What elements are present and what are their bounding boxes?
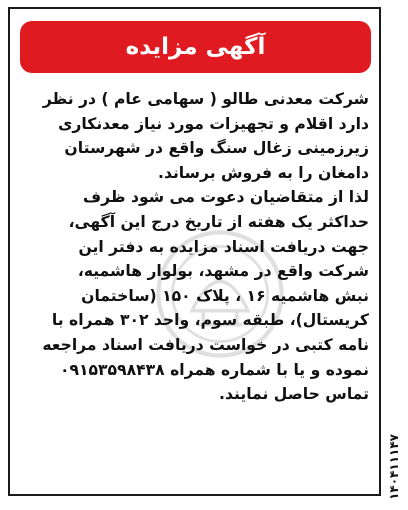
ad-side-code <box>385 400 403 500</box>
ad-title: آگهی مزایده <box>125 34 266 60</box>
ad-header <box>20 21 371 73</box>
body-line: تماس حاصل نمایند. <box>219 385 369 404</box>
body-line: نامه کتبی در خواست دریافت اسناد مراجعه <box>42 335 369 354</box>
body-line: شرکت واقع در مشهد، بولوار هاشمیه، <box>77 262 369 281</box>
body-line: نموده و یا با شماره همراه ۰۹۱۵۳۵۹۸۴۳۸ <box>59 360 369 379</box>
body-line: حداکثر یک هفته از تاریخ درج این آگهی، <box>68 212 369 231</box>
body-line: لذا از متقاضیان دعوت می شود ظرف <box>83 188 369 207</box>
body-line: جهت دریافت اسناد مزایده به دفتر این <box>78 237 369 256</box>
ad-body <box>24 87 369 407</box>
body-line: کریستال)، طبقه سوم، واحد ۳۰۲ همراه با <box>51 311 369 330</box>
body-line: نبش هاشمیه ۱۶ ، پلاک ۱۵۰ (ساختمان <box>81 286 369 305</box>
ad-box <box>8 7 381 496</box>
body-line: دارد اقلام و تجهیزات مورد نیاز معدنکاری <box>58 114 369 133</box>
body-line: شرکت معدنی طالو ( سهامی عام ) در نظر <box>42 90 369 108</box>
body-line: زیرزمینی زغال سنگ واقع در شهرستان <box>64 139 369 158</box>
ad-side-code-text: ۱۴۰۴۱۱۱۴۷ <box>387 434 401 500</box>
body-line: دامغان را به فروش برساند. <box>158 163 369 182</box>
